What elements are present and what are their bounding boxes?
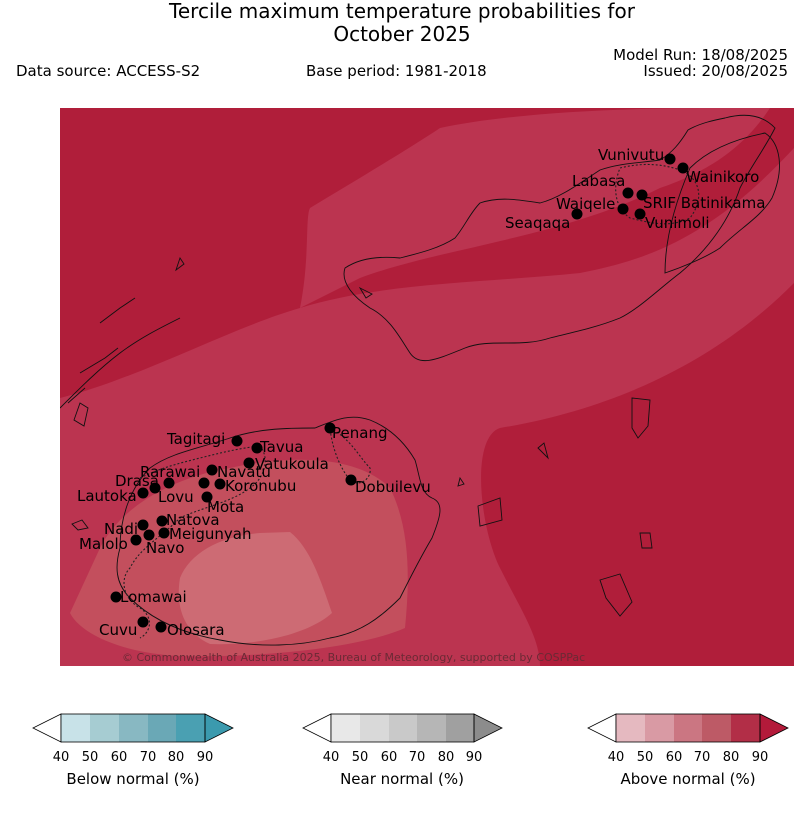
- above-swatch: [731, 714, 760, 742]
- above-swatch: [645, 714, 674, 742]
- below-swatch: [148, 714, 176, 742]
- issued-date: Issued: 20/08/2025: [643, 62, 788, 80]
- near-swatch: [331, 714, 360, 742]
- colorbar-near-normal: [303, 714, 502, 788]
- below-swatch: [61, 714, 90, 742]
- station-label: Dobuilevu: [355, 478, 431, 496]
- station-marker: [665, 154, 676, 165]
- station-label: Mota: [207, 498, 245, 516]
- near-swatch: [389, 714, 417, 742]
- station-marker: [156, 622, 167, 633]
- above-tick: 70: [693, 750, 711, 765]
- title-line-2: October 2025: [333, 22, 471, 46]
- near-tick: 60: [380, 750, 398, 765]
- near-label: Near normal (%): [340, 770, 464, 788]
- base-period: Base period: 1981-2018: [306, 62, 487, 80]
- station-label: Lomawai: [120, 588, 187, 606]
- station-label: Vunimoli: [645, 214, 710, 232]
- station-label: Nadi: [104, 520, 139, 538]
- copyright-notice: © Commonwealth of Australia 2025, Bureau of Meteorology, supported by COSPPac: [122, 651, 586, 664]
- near-swatch: [360, 714, 389, 742]
- station-marker: [138, 520, 149, 531]
- above-swatch: [674, 714, 702, 742]
- station-marker: [232, 436, 243, 447]
- below-tick: 80: [167, 750, 185, 765]
- below-label: Below normal (%): [66, 770, 200, 788]
- below-tick: 70: [139, 750, 157, 765]
- station-label: SRIF Batinikama: [643, 194, 766, 212]
- station-label: Lautoka: [77, 487, 137, 505]
- below-tick: 40: [52, 750, 70, 765]
- above-tick: 80: [722, 750, 740, 765]
- above-tick: 40: [607, 750, 625, 765]
- station-label: Cuvu: [99, 621, 138, 639]
- station-label: Tagitagi: [167, 430, 226, 448]
- station-label: Navatu: [217, 463, 271, 481]
- station-label: Navo: [146, 539, 185, 557]
- station-label: Olosara: [167, 621, 225, 639]
- station-label: Labasa: [572, 172, 626, 190]
- below-swatch: [119, 714, 148, 742]
- station-label: Tavua: [260, 438, 304, 456]
- near-tick: 50: [351, 750, 369, 765]
- station-label: Drasa: [115, 472, 159, 490]
- below-tick: 60: [110, 750, 128, 765]
- above-tick: 60: [665, 750, 683, 765]
- above-swatch: [616, 714, 645, 742]
- near-tick: 90: [465, 750, 483, 765]
- station-label: Vatukoula: [255, 455, 329, 473]
- station-label: Wainikoro: [686, 168, 760, 186]
- near-tick: 70: [408, 750, 426, 765]
- below-swatch: [90, 714, 119, 742]
- station-marker: [159, 528, 170, 539]
- station-marker: [618, 204, 629, 215]
- station-label: Seaqaqa: [505, 214, 571, 232]
- colorbar-legend: [0, 700, 804, 800]
- station-label: Koronubu: [225, 477, 297, 495]
- colorbar-above-normal: [588, 714, 788, 788]
- station-label: Rarawai: [140, 463, 201, 481]
- station-label: Malolo: [79, 535, 128, 553]
- above-tick: 50: [636, 750, 654, 765]
- station-label: Waiqele: [556, 195, 616, 213]
- colorbar-below-normal: [33, 714, 233, 788]
- station-marker: [138, 617, 149, 628]
- below-tick: 90: [196, 750, 214, 765]
- station-label: Lovu: [158, 488, 194, 506]
- above-swatch: [702, 714, 731, 742]
- station-label: Meigunyah: [169, 525, 252, 543]
- above-label: Above normal (%): [620, 770, 756, 788]
- station-label: Penang: [332, 424, 388, 442]
- below-swatch: [176, 714, 205, 742]
- below-tick: 50: [81, 750, 99, 765]
- above-tick: 90: [751, 750, 769, 765]
- model-run: Model Run: 18/08/2025: [613, 46, 788, 64]
- near-swatch: [417, 714, 446, 742]
- station-label: Natova: [166, 511, 220, 529]
- station-label: Vunivutu: [598, 146, 665, 164]
- title-line-1: Tercile maximum temperature probabilities for: [169, 0, 635, 23]
- near-tick: 80: [437, 750, 455, 765]
- station-marker: [207, 465, 218, 476]
- near-tick: 40: [322, 750, 340, 765]
- data-source: Data source: ACCESS-S2: [16, 62, 201, 80]
- near-swatch: [446, 714, 474, 742]
